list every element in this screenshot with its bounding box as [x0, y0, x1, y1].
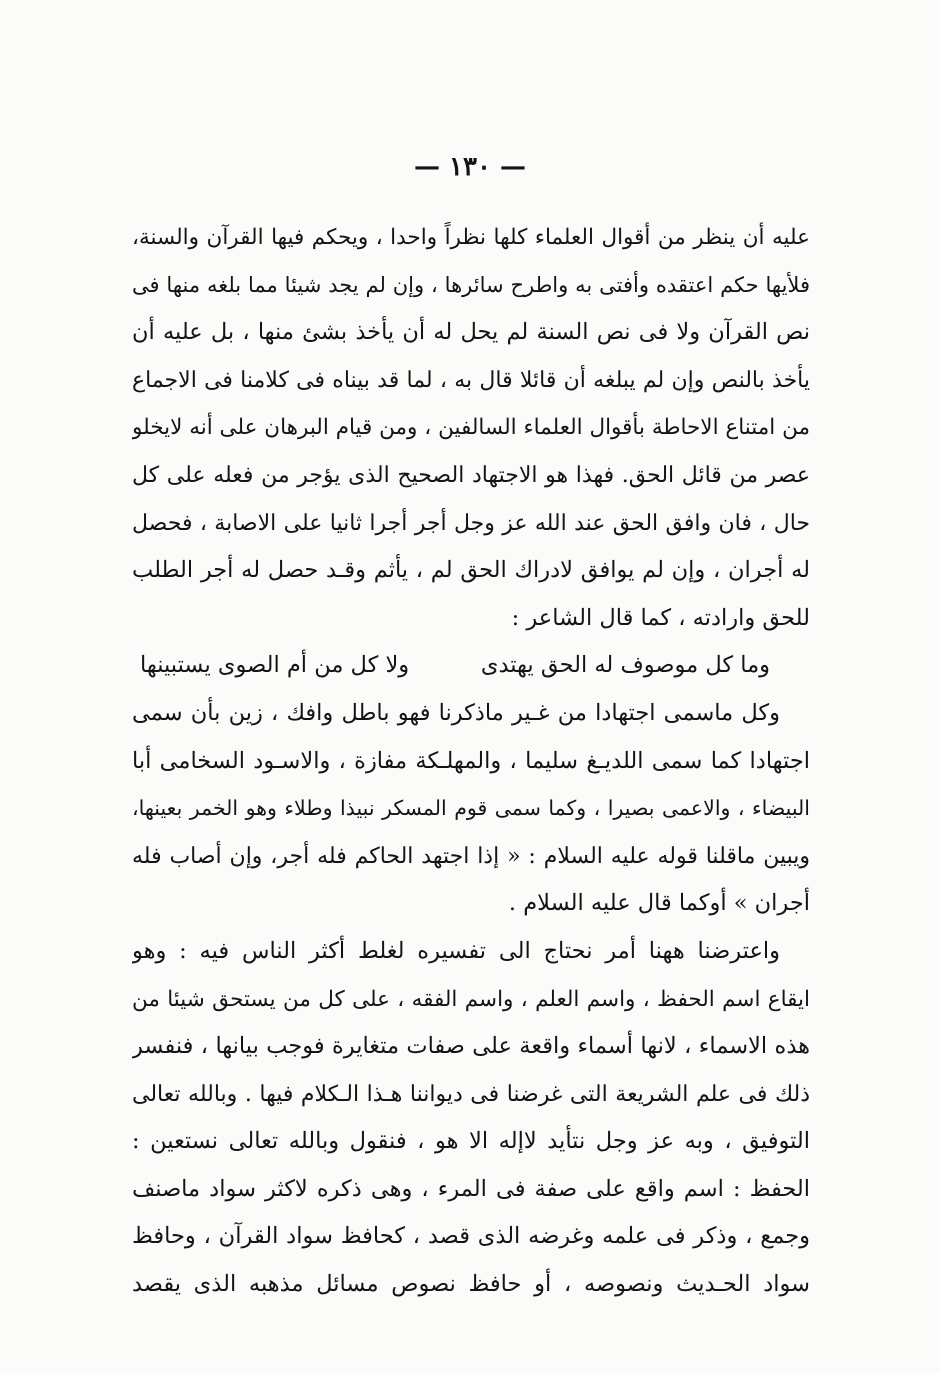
text-line: البيضاء ، والاعمى بصيرا ، وكما سمى قوم المسكر نبيذا وطلاء وهو الخمر بعينها، [132, 796, 810, 821]
page-number: — ١٣٠ — [413, 152, 527, 182]
text-line: فلأيها حكم اعتقده وأفتى به واطرح سائرها ، وإن لم يجد شيئا مما بلغه منها فى [132, 272, 810, 297]
text-line: سواد الحـديث ونصوصه ، أو حافظ نصوص مسائل مذهبه الذى يقصد [132, 1271, 810, 1298]
text-line: وكل ماسمى اجتهادا من غـير ماذكرنا فهو باطل وافك ، زين بأن سمى [132, 699, 780, 726]
text-line: يأخذ بالنص وإن لم يبلغه أن قائلا قال به ، لما قد بيناه فى كلامنا فى الاجماع [132, 367, 810, 393]
text-line: حال ، فان وافق الحق عند الله عز وجل أجر أجرا ثانيا على الاصابة ، فحصل [132, 510, 810, 536]
text-line: ايقاع اسم الحفظ ، واسم العلم ، واسم الفقه ، على كل من يستحق شيئا من [132, 986, 810, 1012]
poetry-verse [132, 642, 810, 690]
text-line: واعترضنا ههنا أمر نحتاج الى تفسيره لغلط أكثر الناس فيه : وهو [132, 937, 780, 964]
verse-first-hemistich: وما كل موصوف له الحق يهتدى [480, 652, 770, 679]
text-line: الحفظ : اسم واقع على صفة فى المرء ، وهى ذكره لاكثر سواد ماصنف [132, 1175, 810, 1202]
text-line: نص القرآن ولا فى نص السنة لم يحل له أن يأخذ بشئ منها ، بل عليه أن [132, 319, 810, 346]
text-line: للحق وارادته ، كما قال الشاعر : [511, 604, 810, 631]
text-line: عليه أن ينظر من أقوال العلماء كلها نظراً واحدا ، ويحكم فيها القرآن والسنة، [132, 225, 810, 250]
text-line: ذلك فى علم الشريعة التى غرضنا فى ديواننا هـذا الـكلام فيها . وبالله تعالى [132, 1081, 810, 1107]
text-line: من امتناع الاحاطة بأقوال العلماء السالفين ، ومن قيام البرهان على أنه لايخلو [132, 415, 810, 441]
text-line: أجران » أوكما قال عليه السلام . [508, 890, 810, 917]
text-line: هذه الاسماء ، لانها أسماء واقعة على صفات متغايرة فوجب بيانها ، فنفسر [132, 1033, 810, 1060]
text-line: اجتهادا كما سمى اللديـغ سليما ، والمهلـكة مفازة ، والاسـود السخامى أبا [132, 747, 810, 774]
text-line: ويبين ماقلنا قوله عليه السلام : « إذا اجتهد الحاكم فله أجر، وإن أصاب فله [132, 843, 810, 869]
text-line: عصر من قائل الحق. فهذا هو الاجتهاد الصحيح الذى يؤجر من فعله على كل [132, 462, 810, 488]
text-line: التوفيق ، وبه عز وجل نتأيد لاإله الا هو ، فنقول وبالله تعالى نستعين : [132, 1128, 810, 1155]
verse-second-hemistich: ولا كل من أم الصوى يستبينها [140, 652, 410, 679]
text-line: وجمع ، وذكر فى علمه وغرضه الذى قصد ، كحافظ سواد القرآن ، وحافظ [132, 1223, 810, 1250]
page-text-body [132, 214, 810, 1309]
text-line: له أجران ، وإن لم يوافق لادراك الحق لم ، يأثم وقـد حصل له أجر الطلب [132, 557, 810, 584]
